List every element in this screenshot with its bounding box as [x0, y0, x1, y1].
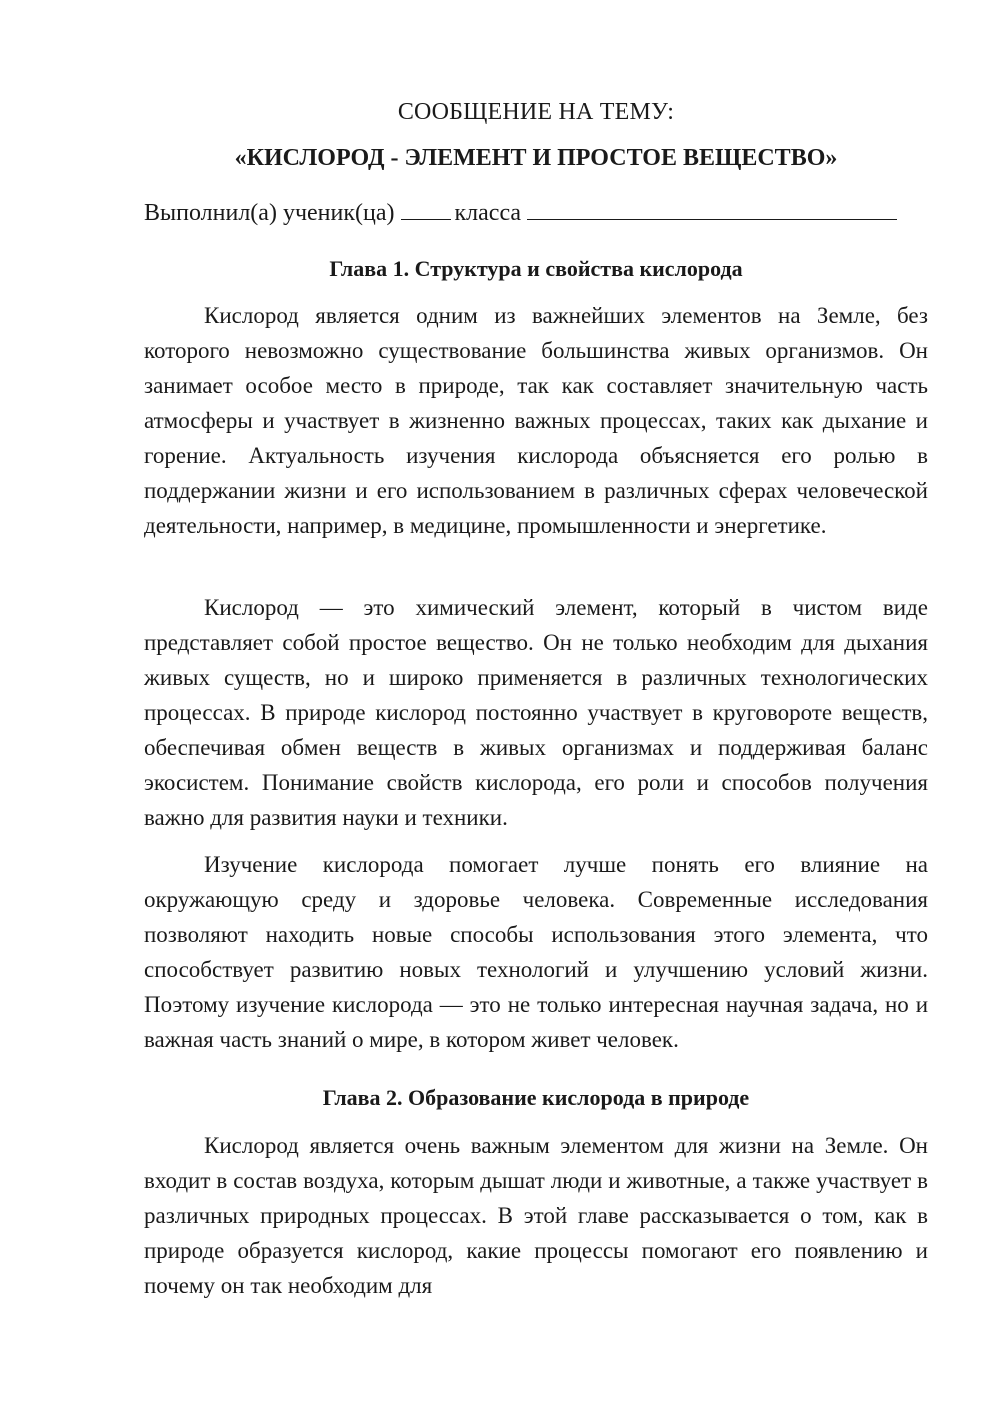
document-subtitle: «КИСЛОРОД - ЭЛЕМЕНТ И ПРОСТОЕ ВЕЩЕСТВО» [234, 145, 838, 171]
chapter-1-paragraph-3: Изучение кислорода помогает лучше понять его влияние на окружающую среду и здоровье человека. Современные исследования позволяют находить новые способы использования этого элемента, что способствует развитию новых технологий и улучшению условий жизни. Поэтому изучение кислорода — это не только интересная научная задача, но и важная часть знаний о мире, в котором живет человек. [144, 852, 928, 1052]
chapter-2-heading: Глава 2. Образование кислорода в природе [322, 1085, 750, 1110]
grade-blank [401, 218, 451, 220]
author-line [144, 199, 928, 228]
name-blank [527, 218, 897, 220]
chapter-1-heading: Глава 1. Структура и свойства кислорода [329, 256, 743, 281]
document-title: СООБЩЕНИЕ НА ТЕМУ: [397, 99, 675, 125]
class-label: класса [454, 200, 522, 226]
chapter-1-paragraph-1: Кислород является одним из важнейших элементов на Земле, без которого невозможно существование большинства живых организмов. Он занимает особое место в природе, так как составляет значительную часть атмосферы и участвует в жизненно важных процессах, таких как дыхание и горение. Актуальность изучения кислорода объясняется его ролью в поддержании жизни и его использованием в различных сферах человеческой деятельности, например, в медицине, промышленности и энергетике. [144, 303, 928, 538]
author-prefix: Выполнил(а) ученик(ца) [144, 200, 395, 226]
chapter-1-paragraph-2: Кислород — это химический элемент, который в чистом виде представляет собой простое вещество. Он не только необходим для дыхания живых существ, но и широко применяется в различных технологических процессах. В природе кислород постоянно участвует в круговороте веществ, обеспечивая обмен веществ в живых организмах и поддерживая баланс экосистем. Понимание свойств кислорода, его роли и способов получения важно для развития науки и техники. [144, 595, 928, 830]
chapter-2-paragraph-1: Кислород является очень важным элементом для жизни на Земле. Он входит в состав воздуха, которым дышат люди и животные, а также участвует в различных природных процессах. В этой главе рассказывается о том, как в природе образуется кислород, какие процессы помогают его появлению и почему он так необходим для [144, 1133, 928, 1298]
